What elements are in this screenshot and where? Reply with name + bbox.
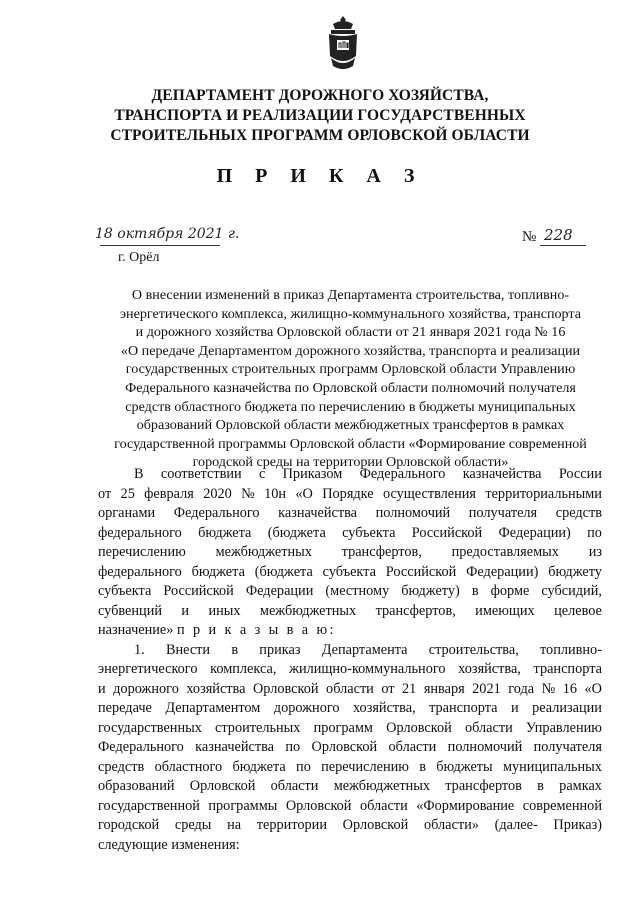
subject-line: образований Орловской области межбюджетных трансфертов в рамках — [136, 417, 565, 434]
item-1-line: Федерального казначейства по Орловской области полномочий получателя — [98, 739, 602, 755]
order-subject — [98, 286, 603, 472]
item-1-line: энергетического комплекса, жилищно-коммунального хозяйства, транспорта — [98, 661, 602, 677]
preamble-last-line — [98, 621, 602, 641]
subject-line: Федерального казначейства по Орловской области полномочий получателя — [125, 379, 576, 396]
subject-line: городской среды на территории Орловской области» — [192, 454, 509, 471]
preamble-line: органами Федерального казначейства полномочий получателя средств — [98, 505, 602, 521]
date-underline — [100, 245, 220, 246]
preamble-line: субвенций и иных межбюджетных трансфертов, имеющих целевое — [98, 602, 602, 619]
subject-line: государственной программы Орловской области «Формирование современной — [114, 435, 587, 452]
item-1-paragraph — [98, 641, 602, 836]
department-line: СТРОИТЕЛЬНЫХ ПРОГРАММ ОРЛОВСКОЙ ОБЛАСТИ — [110, 127, 530, 144]
handwritten-date: 18 октября 2021 г. — [95, 226, 240, 242]
item-1-line: передаче Департаментом дорожного хозяйства, транспорта и реализации — [98, 700, 602, 716]
item-1-line: 1. Внести в приказ Департамента строительства, топливно- — [134, 641, 602, 658]
item-1-line: государственных строительных программ Орловской области Управлению — [98, 719, 602, 736]
number-underline — [540, 245, 586, 246]
item-1-line: государственной программы Орловской области «Формирование современной — [98, 797, 602, 814]
department-name — [80, 86, 560, 146]
handwritten-number: 228 — [544, 226, 573, 244]
item-1-line: средств областного бюджета по перечислению в бюджеты муниципальных — [98, 758, 602, 775]
preamble-line: перечислению межбюджетных трансфертов, предоставляемых из — [98, 544, 602, 560]
order-body — [98, 465, 602, 855]
subject-line: энергетического комплекса, жилищно-коммунального хозяйства, транспорта — [119, 305, 582, 322]
preamble-last-text: назначение» — [98, 622, 174, 638]
subject-line: средств областного бюджета по перечислению в бюджеты муниципальных — [125, 398, 576, 415]
preamble-line: В соответствии с Приказом Федерального казначейства России — [134, 466, 602, 482]
subject-line: О внесении изменений в приказ Департамента строительства, топливно- — [131, 287, 570, 303]
subject-line: государственных строительных программ Орловской области Управлению — [125, 361, 576, 378]
preamble-line: федерального бюджета (бюджета субъекта Российской Федерации) по — [98, 524, 602, 541]
coat-of-arms-icon — [325, 14, 361, 74]
preamble-paragraph — [98, 465, 602, 621]
subject-line: и дорожного хозяйства Орловской области от 21 января 2021 года № 16 — [135, 324, 566, 341]
item-1-line: и дорожного хозяйства Орловской области от 21 января 2021 года № 16 «О — [98, 680, 602, 697]
subject-line: «О передаче Департаментом дорожного хозяйства, транспорта и реализации — [120, 342, 581, 359]
department-line: ДЕПАРТАМЕНТ ДОРОЖНОГО ХОЗЯЙСТВА, — [151, 87, 489, 104]
number-label: № — [522, 229, 537, 245]
item-1-last-line: следующие изменения: — [98, 836, 240, 853]
item-1-line: городской среды на территории Орловской области» (далее- Приказ) — [98, 817, 602, 833]
decree-word: п р и к а з ы в а ю: — [176, 622, 336, 638]
document-type-title: П Р И К А З — [216, 165, 424, 187]
department-line: ТРАНСПОРТА И РЕАЛИЗАЦИИ ГОСУДАРСТВЕННЫХ — [114, 107, 526, 124]
preamble-line: субъекта Российской Федерации (местному бюджету) в форме субсидий, — [98, 583, 602, 599]
preamble-line: от 25 февраля 2020 № 10н «О Порядке осуществления территориальными — [98, 485, 602, 502]
city: г. Орёл — [118, 250, 160, 265]
item-1-line: образований Орловской области межбюджетных трансфертов в рамках — [98, 778, 602, 794]
preamble-line: федерального бюджета (бюджета субъекта Российской Федерации) бюджету — [98, 563, 602, 580]
